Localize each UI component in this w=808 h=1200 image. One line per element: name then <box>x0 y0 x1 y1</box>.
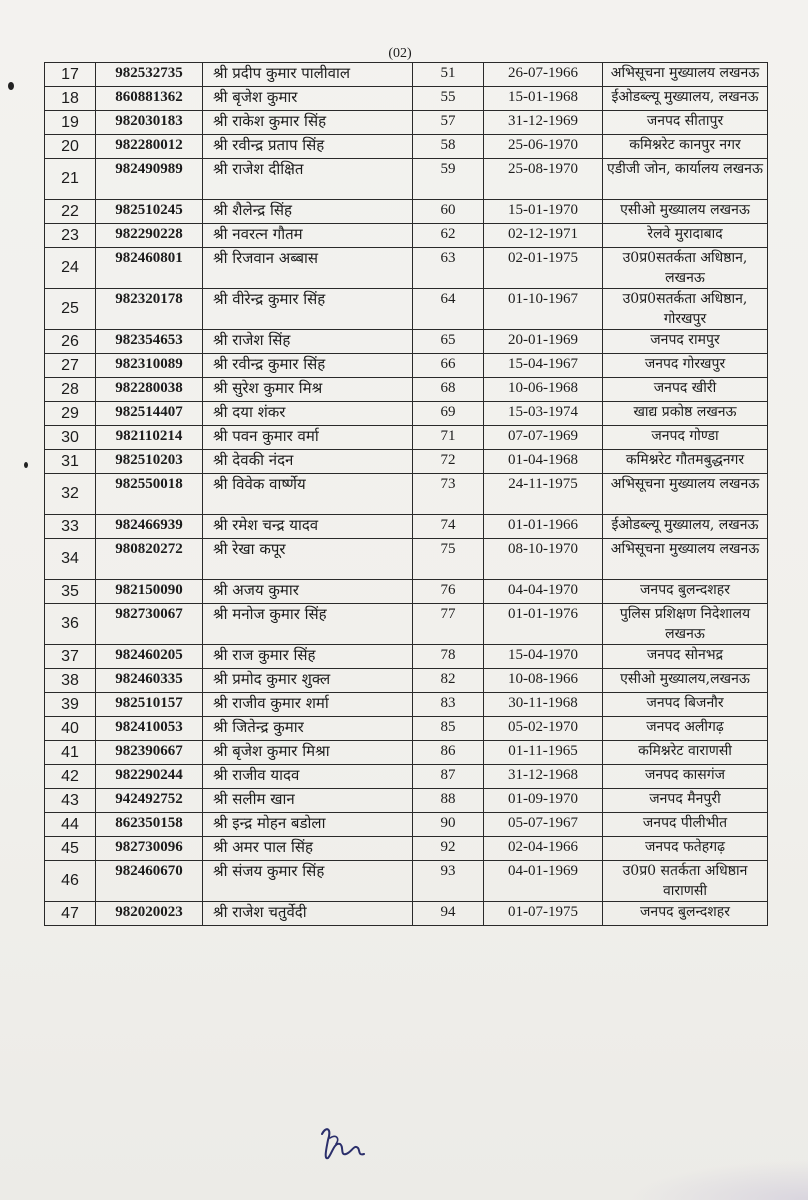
table-row <box>45 402 768 426</box>
posting-cell: जनपद रामपुर <box>603 330 768 354</box>
name-cell: श्री जितेन्द्र कुमार <box>203 717 413 741</box>
posting-cell: अभिसूचना मुख्यालय लखनऊ <box>603 474 768 515</box>
table-row <box>45 693 768 717</box>
date-of-birth-cell: 31-12-1969 <box>484 111 603 135</box>
posting-cell: खाद्य प्रकोष्ठ लखनऊ <box>603 402 768 426</box>
serial-number-cell: 40 <box>45 717 96 741</box>
name-cell: श्री रेखा कपूर <box>203 539 413 580</box>
posting-cell: जनपद अलीगढ़ <box>603 717 768 741</box>
name-cell: श्री राजेश दीक्षित <box>203 159 413 200</box>
table-row <box>45 474 768 515</box>
employee-id-cell: 860881362 <box>96 87 203 111</box>
name-cell: श्री प्रदीप कुमार पालीवाल <box>203 63 413 87</box>
seniority-cell: 69 <box>413 402 484 426</box>
employee-id-cell: 982280012 <box>96 135 203 159</box>
table-row <box>45 580 768 604</box>
table-row <box>45 200 768 224</box>
date-of-birth-cell: 26-07-1966 <box>484 63 603 87</box>
table-row <box>45 789 768 813</box>
posting-cell: कमिश्नरेट गौतमबुद्धनगर <box>603 450 768 474</box>
serial-number-cell: 33 <box>45 515 96 539</box>
table-row <box>45 645 768 669</box>
date-of-birth-cell: 01-10-1967 <box>484 289 603 330</box>
date-of-birth-cell: 02-12-1971 <box>484 224 603 248</box>
serial-number-cell: 23 <box>45 224 96 248</box>
employee-id-cell: 982110214 <box>96 426 203 450</box>
posting-cell: जनपद कासगंज <box>603 765 768 789</box>
seniority-cell: 64 <box>413 289 484 330</box>
seniority-cell: 86 <box>413 741 484 765</box>
date-of-birth-cell: 30-11-1968 <box>484 693 603 717</box>
employee-id-cell: 982410053 <box>96 717 203 741</box>
serial-number-cell: 28 <box>45 378 96 402</box>
seniority-cell: 74 <box>413 515 484 539</box>
serial-number-cell: 26 <box>45 330 96 354</box>
posting-cell: कमिश्नरेट कानपुर नगर <box>603 135 768 159</box>
seniority-cell: 87 <box>413 765 484 789</box>
employee-id-cell: 982510203 <box>96 450 203 474</box>
table-row <box>45 224 768 248</box>
name-cell: श्री वीरेन्द्र कुमार सिंह <box>203 289 413 330</box>
employee-id-cell: 982514407 <box>96 402 203 426</box>
date-of-birth-cell: 02-01-1975 <box>484 248 603 289</box>
table-row <box>45 450 768 474</box>
table-row <box>45 63 768 87</box>
date-of-birth-cell: 25-06-1970 <box>484 135 603 159</box>
seniority-cell: 58 <box>413 135 484 159</box>
name-cell: श्री अजय कुमार <box>203 580 413 604</box>
seniority-cell: 85 <box>413 717 484 741</box>
serial-number-cell: 37 <box>45 645 96 669</box>
employee-id-cell: 982020023 <box>96 902 203 926</box>
serial-number-cell: 20 <box>45 135 96 159</box>
table-row <box>45 426 768 450</box>
date-of-birth-cell: 25-08-1970 <box>484 159 603 200</box>
seniority-cell: 68 <box>413 378 484 402</box>
date-of-birth-cell: 24-11-1975 <box>484 474 603 515</box>
serial-number-cell: 25 <box>45 289 96 330</box>
posting-cell: जनपद पीलीभीत <box>603 813 768 837</box>
seniority-cell: 78 <box>413 645 484 669</box>
serial-number-cell: 18 <box>45 87 96 111</box>
serial-number-cell: 34 <box>45 539 96 580</box>
photo-shadow <box>628 1160 808 1200</box>
date-of-birth-cell: 15-01-1970 <box>484 200 603 224</box>
posting-cell: उ0प्र0 सतर्कता अधिष्ठान वाराणसी <box>603 861 768 902</box>
date-of-birth-cell: 15-04-1967 <box>484 354 603 378</box>
table-row <box>45 354 768 378</box>
seniority-cell: 57 <box>413 111 484 135</box>
serial-number-cell: 30 <box>45 426 96 450</box>
posting-cell: एसीओ मुख्यालय लखनऊ <box>603 200 768 224</box>
table-row <box>45 248 768 289</box>
posting-cell: जनपद बुलन्दशहर <box>603 580 768 604</box>
seniority-cell: 90 <box>413 813 484 837</box>
seniority-cell: 93 <box>413 861 484 902</box>
name-cell: श्री बृजेश कुमार मिश्रा <box>203 741 413 765</box>
date-of-birth-cell: 02-04-1966 <box>484 837 603 861</box>
date-of-birth-cell: 05-02-1970 <box>484 717 603 741</box>
posting-cell: एडीजी जोन, कार्यालय लखनऊ <box>603 159 768 200</box>
name-cell: श्री बृजेश कुमार <box>203 87 413 111</box>
employee-id-cell: 982510245 <box>96 200 203 224</box>
seniority-cell: 77 <box>413 604 484 645</box>
seniority-cell: 92 <box>413 837 484 861</box>
name-cell: श्री विवेक वार्ष्णेय <box>203 474 413 515</box>
table-row <box>45 837 768 861</box>
date-of-birth-cell: 04-01-1969 <box>484 861 603 902</box>
table-row <box>45 87 768 111</box>
name-cell: श्री राजेश चतुर्वेदी <box>203 902 413 926</box>
posting-cell: ईओडब्ल्यू मुख्यालय, लखनऊ <box>603 87 768 111</box>
posting-cell: जनपद खीरी <box>603 378 768 402</box>
name-cell: श्री दया शंकर <box>203 402 413 426</box>
serial-number-cell: 24 <box>45 248 96 289</box>
serial-number-cell: 42 <box>45 765 96 789</box>
serial-number-cell: 44 <box>45 813 96 837</box>
serial-number-cell: 29 <box>45 402 96 426</box>
date-of-birth-cell: 01-04-1968 <box>484 450 603 474</box>
date-of-birth-cell: 15-03-1974 <box>484 402 603 426</box>
date-of-birth-cell: 01-09-1970 <box>484 789 603 813</box>
name-cell: श्री रवीन्द्र कुमार सिंह <box>203 354 413 378</box>
serial-number-cell: 31 <box>45 450 96 474</box>
name-cell: श्री राजेश सिंह <box>203 330 413 354</box>
name-cell: श्री पवन कुमार वर्मा <box>203 426 413 450</box>
table-row <box>45 717 768 741</box>
date-of-birth-cell: 15-04-1970 <box>484 645 603 669</box>
name-cell: श्री नवरत्न गौतम <box>203 224 413 248</box>
serial-number-cell: 46 <box>45 861 96 902</box>
table-row <box>45 515 768 539</box>
employee-id-cell: 980820272 <box>96 539 203 580</box>
employee-id-cell: 862350158 <box>96 813 203 837</box>
employee-id-cell: 982730096 <box>96 837 203 861</box>
name-cell: श्री राकेश कुमार सिंह <box>203 111 413 135</box>
table-row <box>45 539 768 580</box>
serial-number-cell: 43 <box>45 789 96 813</box>
serial-number-cell: 17 <box>45 63 96 87</box>
name-cell: श्री राजीव यादव <box>203 765 413 789</box>
seniority-cell: 75 <box>413 539 484 580</box>
posting-cell: पुलिस प्रशिक्षण निदेशालय लखनऊ <box>603 604 768 645</box>
serial-number-cell: 38 <box>45 669 96 693</box>
posting-cell: कमिश्नरेट वाराणसी <box>603 741 768 765</box>
name-cell: श्री शैलेन्द्र सिंह <box>203 200 413 224</box>
posting-cell: जनपद बिजनौर <box>603 693 768 717</box>
posting-cell: एसीओ मुख्यालय,लखनऊ <box>603 669 768 693</box>
seniority-cell: 94 <box>413 902 484 926</box>
posting-cell: ईओडब्ल्यू मुख्यालय, लखनऊ <box>603 515 768 539</box>
date-of-birth-cell: 04-04-1970 <box>484 580 603 604</box>
table-row <box>45 669 768 693</box>
personnel-table-body <box>45 63 768 926</box>
margin-mark <box>24 462 28 468</box>
table-row <box>45 135 768 159</box>
date-of-birth-cell: 10-08-1966 <box>484 669 603 693</box>
employee-id-cell: 982320178 <box>96 289 203 330</box>
serial-number-cell: 21 <box>45 159 96 200</box>
posting-cell: जनपद फतेहगढ़ <box>603 837 768 861</box>
seniority-cell: 88 <box>413 789 484 813</box>
posting-cell: उ0प्र0सतर्कता अधिष्ठान, गोरखपुर <box>603 289 768 330</box>
seniority-cell: 66 <box>413 354 484 378</box>
date-of-birth-cell: 08-10-1970 <box>484 539 603 580</box>
date-of-birth-cell: 07-07-1969 <box>484 426 603 450</box>
seniority-cell: 55 <box>413 87 484 111</box>
employee-id-cell: 982510157 <box>96 693 203 717</box>
name-cell: श्री रिजवान अब्बास <box>203 248 413 289</box>
table-row <box>45 159 768 200</box>
seniority-cell: 62 <box>413 224 484 248</box>
table-row <box>45 813 768 837</box>
table-row <box>45 861 768 902</box>
posting-cell: जनपद गोरखपुर <box>603 354 768 378</box>
page-number: (02) <box>388 46 412 61</box>
date-of-birth-cell: 01-07-1975 <box>484 902 603 926</box>
employee-id-cell: 982460670 <box>96 861 203 902</box>
serial-number-cell: 45 <box>45 837 96 861</box>
table-row <box>45 111 768 135</box>
date-of-birth-cell: 01-01-1976 <box>484 604 603 645</box>
serial-number-cell: 35 <box>45 580 96 604</box>
employee-id-cell: 982550018 <box>96 474 203 515</box>
posting-cell: उ0प्र0सतर्कता अधिष्ठान, लखनऊ <box>603 248 768 289</box>
table-row <box>45 289 768 330</box>
table-row <box>45 902 768 926</box>
name-cell: श्री सलीम खान <box>203 789 413 813</box>
name-cell: श्री देवकी नंदन <box>203 450 413 474</box>
posting-cell: जनपद सोनभद्र <box>603 645 768 669</box>
serial-number-cell: 36 <box>45 604 96 645</box>
seniority-cell: 73 <box>413 474 484 515</box>
employee-id-cell: 982460801 <box>96 248 203 289</box>
serial-number-cell: 39 <box>45 693 96 717</box>
name-cell: श्री संजय कुमार सिंह <box>203 861 413 902</box>
table-row <box>45 741 768 765</box>
posting-cell: रेलवे मुरादाबाद <box>603 224 768 248</box>
seniority-cell: 72 <box>413 450 484 474</box>
posting-cell: जनपद गोण्डा <box>603 426 768 450</box>
seniority-cell: 71 <box>413 426 484 450</box>
posting-cell: जनपद बुलन्दशहर <box>603 902 768 926</box>
serial-number-cell: 27 <box>45 354 96 378</box>
employee-id-cell: 982460335 <box>96 669 203 693</box>
employee-id-cell: 982030183 <box>96 111 203 135</box>
name-cell: श्री राज कुमार सिंह <box>203 645 413 669</box>
serial-number-cell: 32 <box>45 474 96 515</box>
seniority-cell: 51 <box>413 63 484 87</box>
name-cell: श्री रमेश चन्द्र यादव <box>203 515 413 539</box>
name-cell: श्री रवीन्द्र प्रताप सिंह <box>203 135 413 159</box>
name-cell: श्री प्रमोद कुमार शुक्ल <box>203 669 413 693</box>
employee-id-cell: 982280038 <box>96 378 203 402</box>
seniority-cell: 82 <box>413 669 484 693</box>
date-of-birth-cell: 15-01-1968 <box>484 87 603 111</box>
date-of-birth-cell: 31-12-1968 <box>484 765 603 789</box>
posting-cell: अभिसूचना मुख्यालय लखनऊ <box>603 539 768 580</box>
margin-mark <box>8 82 14 90</box>
name-cell: श्री इन्द्र मोहन बडोला <box>203 813 413 837</box>
employee-id-cell: 982290228 <box>96 224 203 248</box>
posting-cell: जनपद मैनपुरी <box>603 789 768 813</box>
seniority-cell: 63 <box>413 248 484 289</box>
posting-cell: अभिसूचना मुख्यालय लखनऊ <box>603 63 768 87</box>
serial-number-cell: 19 <box>45 111 96 135</box>
employee-id-cell: 982532735 <box>96 63 203 87</box>
table-row <box>45 604 768 645</box>
serial-number-cell: 47 <box>45 902 96 926</box>
date-of-birth-cell: 10-06-1968 <box>484 378 603 402</box>
table-row <box>45 378 768 402</box>
table-row <box>45 330 768 354</box>
employee-id-cell: 982150090 <box>96 580 203 604</box>
employee-id-cell: 982490989 <box>96 159 203 200</box>
date-of-birth-cell: 20-01-1969 <box>484 330 603 354</box>
date-of-birth-cell: 05-07-1967 <box>484 813 603 837</box>
serial-number-cell: 22 <box>45 200 96 224</box>
name-cell: श्री राजीव कुमार शर्मा <box>203 693 413 717</box>
signature <box>314 1120 374 1166</box>
employee-id-cell: 982730067 <box>96 604 203 645</box>
name-cell: श्री मनोज कुमार सिंह <box>203 604 413 645</box>
seniority-cell: 76 <box>413 580 484 604</box>
employee-id-cell: 982310089 <box>96 354 203 378</box>
employee-id-cell: 982354653 <box>96 330 203 354</box>
seniority-cell: 59 <box>413 159 484 200</box>
date-of-birth-cell: 01-11-1965 <box>484 741 603 765</box>
seniority-cell: 60 <box>413 200 484 224</box>
personnel-table <box>44 62 768 926</box>
table-row <box>45 765 768 789</box>
employee-id-cell: 982460205 <box>96 645 203 669</box>
employee-id-cell: 982290244 <box>96 765 203 789</box>
seniority-cell: 83 <box>413 693 484 717</box>
serial-number-cell: 41 <box>45 741 96 765</box>
name-cell: श्री अमर पाल सिंह <box>203 837 413 861</box>
posting-cell: जनपद सीतापुर <box>603 111 768 135</box>
seniority-cell: 65 <box>413 330 484 354</box>
date-of-birth-cell: 01-01-1966 <box>484 515 603 539</box>
employee-id-cell: 942492752 <box>96 789 203 813</box>
name-cell: श्री सुरेश कुमार मिश्र <box>203 378 413 402</box>
employee-id-cell: 982390667 <box>96 741 203 765</box>
employee-id-cell: 982466939 <box>96 515 203 539</box>
